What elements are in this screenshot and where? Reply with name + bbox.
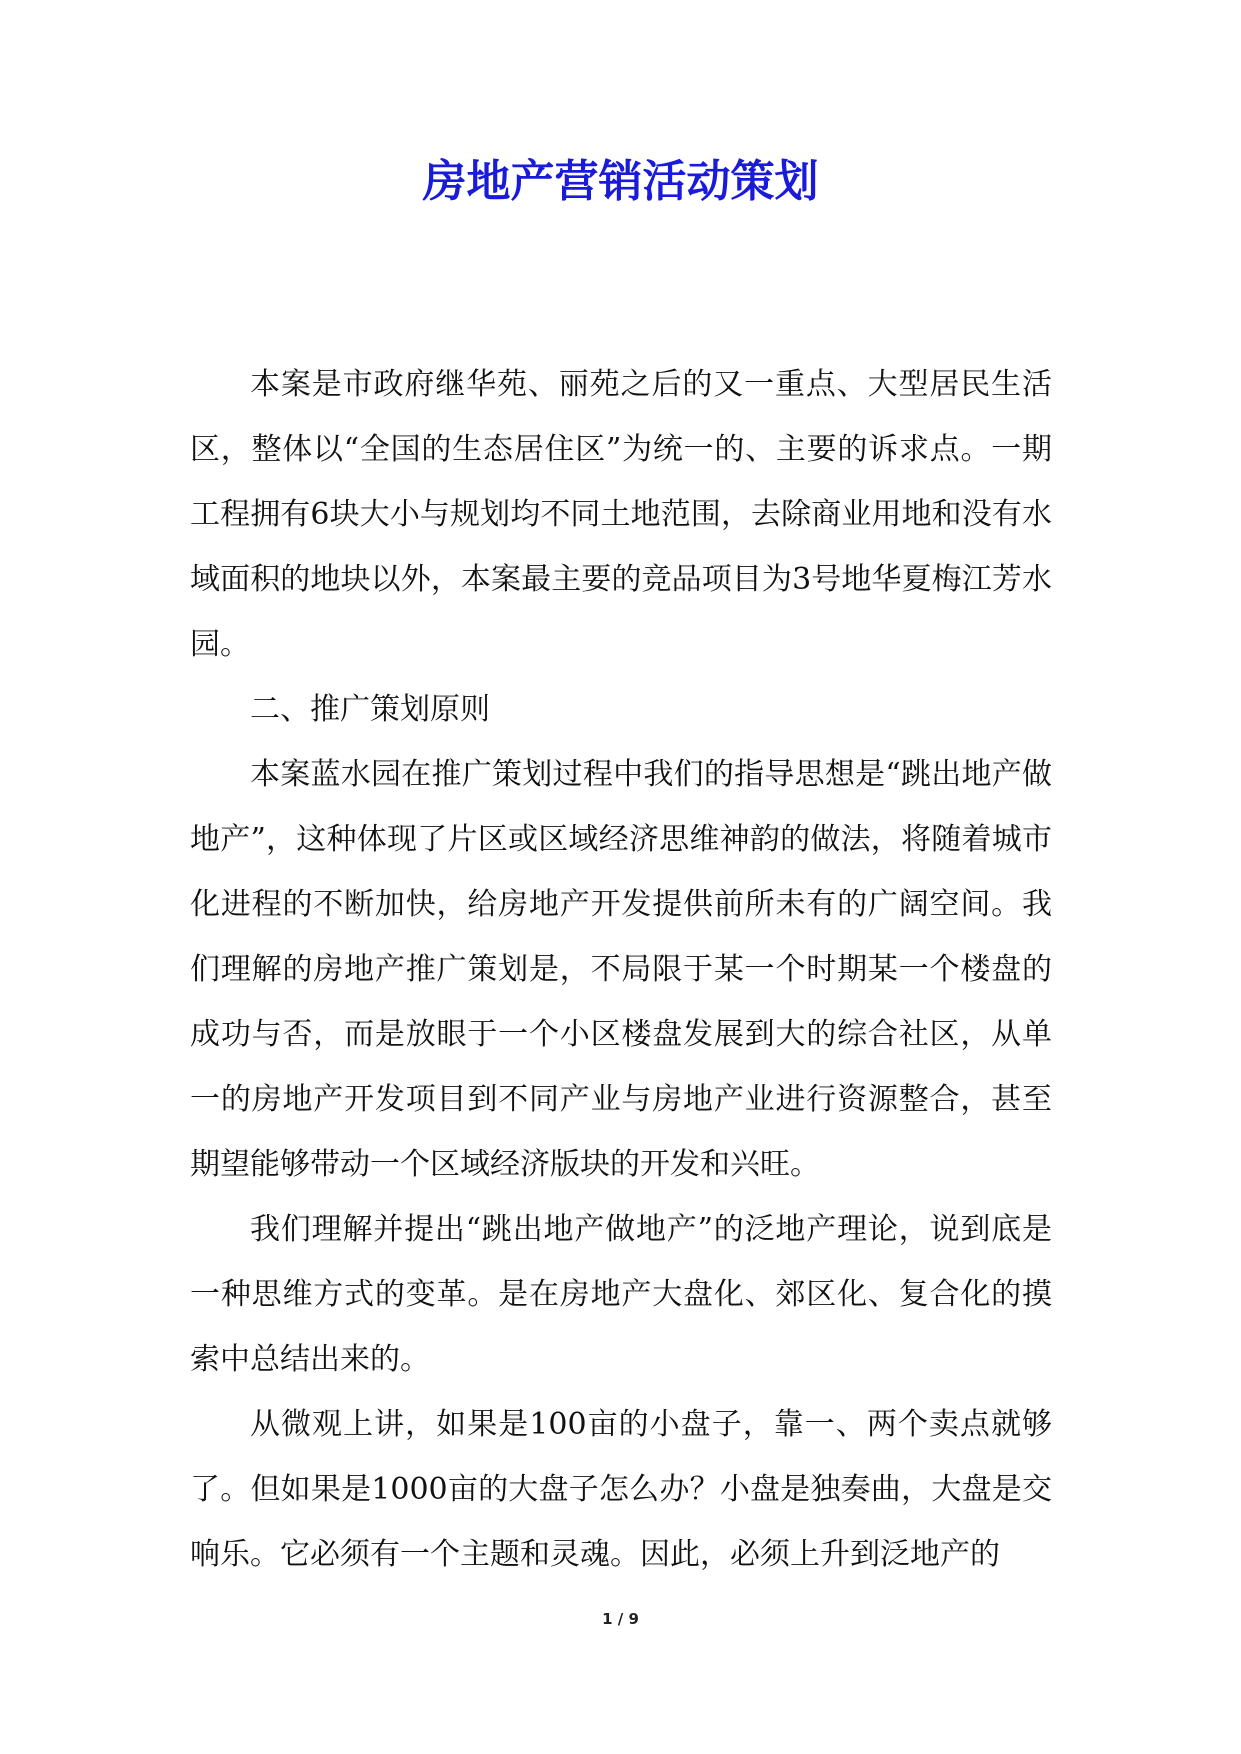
paragraph-theory: 我们理解并提出“跳出地产做地产”的泛地产理论，说到底是一种思维方式的变革。是在房地产大盘化、郊区化、复合化的摸索中总结出来的。 (190, 1212, 1052, 1377)
paragraph-micro: 从微观上讲，如果是100亩的小盘子，靠一、两个卖点就够了。但如果是1000亩的大盘子怎么办？小盘是独奏曲，大盘是交响乐。它必须有一个主题和灵魂。因此，必须上升到泛地产的 (190, 1407, 1052, 1572)
paragraph-principle: 本案蓝水园在推广策划过程中我们的指导思想是“跳出地产做地产”，这种体现了片区或区域经济思维神韵的做法，将随着城市化进程的不断加快，给房地产开发提供前所未有的广阔空间。我们理解的房地产推广策划是，不局限于某一个时期某一个楼盘的成功与否，而是放眼于一个小区楼盘发展到大的综合社区，从单一的房地产开发项目到不同产业与房地产业进行资源整合，甚至期望能够带动一个区域经济版块的开发和兴旺。 (190, 757, 1052, 1182)
section-heading: 二、推广策划原则 (250, 692, 490, 727)
document-title: 房地产营销活动策划 (422, 156, 819, 207)
paragraph-intro: 本案是市政府继华苑、丽苑之后的又一重点、大型居民生活区，整体以“全国的生态居住区”为统一的、主要的诉求点。一期工程拥有6块大小与规划均不同土地范围，去除商业用地和没有水域面积的地块以外，本案最主要的竞品项目为3号地华夏梅江芳水园。 (190, 367, 1052, 662)
page-number: 1 / 9 (602, 1610, 639, 1628)
document-body (190, 352, 1052, 1587)
